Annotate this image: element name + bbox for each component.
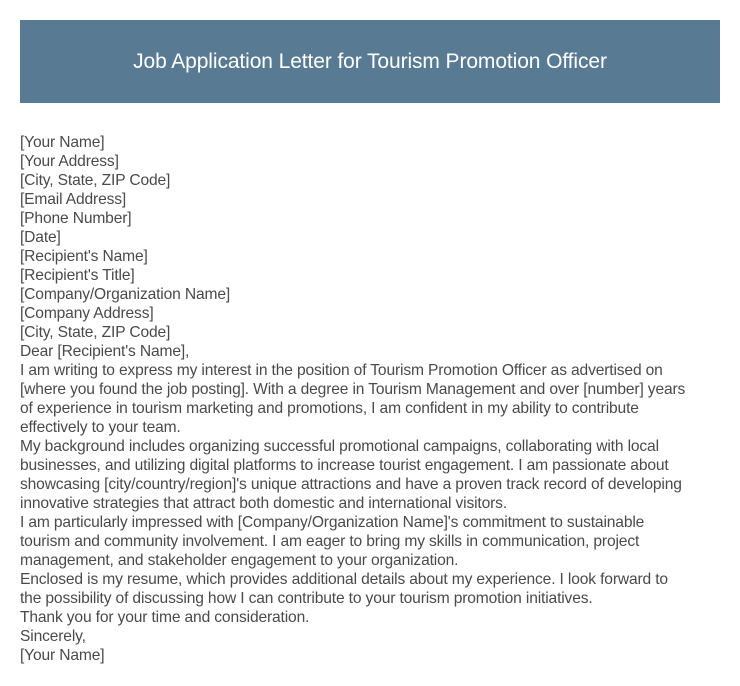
paragraph-line: tourism and community involvement. I am eager to bring my skills in communication, project	[20, 533, 640, 550]
recipient-block	[20, 247, 725, 342]
paragraph-line: innovative strategies that attract both domestic and international visitors.	[20, 495, 507, 512]
paragraph-line: Enclosed is my resume, which provides additional details about my experience. I look forward to	[20, 571, 668, 588]
paragraph-thanks	[20, 608, 725, 627]
recipient-company-address: [Company Address]	[20, 305, 154, 322]
paragraph-line: I am writing to express my interest in the position of Tourism Promotion Officer as advertised on	[20, 362, 663, 379]
paragraph-line: the possibility of discussing how I can contribute to your tourism promotion initiatives.	[20, 590, 593, 607]
paragraph-line: of experience in tourism marketing and promotions, I am confident in my ability to contribute	[20, 400, 639, 417]
sender-email: [Email Address]	[20, 191, 127, 208]
paragraph-company-interest	[20, 513, 725, 570]
letter-body	[20, 133, 725, 665]
paragraph-interest	[20, 361, 725, 437]
sender-address: [Your Address]	[20, 153, 119, 170]
letter-date: [Date]	[20, 229, 61, 246]
paragraph-line: My background includes organizing successful promotional campaigns, collaborating with local	[20, 438, 659, 455]
recipient-company: [Company/Organization Name]	[20, 286, 231, 303]
paragraph-line: effectively to your team.	[20, 419, 181, 436]
recipient-city-state-zip: [City, State, ZIP Code]	[20, 324, 171, 341]
paragraph-enclosure	[20, 570, 725, 608]
sender-block	[20, 133, 725, 247]
paragraph-line: Thank you for your time and consideration.	[20, 609, 310, 626]
sender-name: [Your Name]	[20, 134, 105, 151]
salutation: Dear [Recipient's Name],	[20, 343, 190, 360]
page-title: Job Application Letter for Tourism Promotion Officer	[133, 49, 607, 73]
sender-city-state-zip: [City, State, ZIP Code]	[20, 172, 171, 189]
paragraph-line: management, and stakeholder engagement to your organization.	[20, 552, 459, 569]
header-banner	[20, 20, 720, 103]
recipient-name: [Recipient's Name]	[20, 248, 148, 265]
signature: [Your Name]	[20, 647, 105, 664]
closing: Sincerely,	[20, 628, 86, 645]
paragraph-line: [where you found the job posting]. With a degree in Tourism Management and over [number] years	[20, 381, 686, 398]
sender-phone: [Phone Number]	[20, 210, 132, 227]
paragraph-line: I am particularly impressed with [Company/Organization Name]'s commitment to sustainable	[20, 514, 645, 531]
recipient-title: [Recipient's Title]	[20, 267, 135, 284]
paragraph-line: businesses, and utilizing digital platforms to increase tourist engagement. I am passionate about	[20, 457, 669, 474]
paragraph-line: showcasing [city/country/region]'s unique attractions and have a proven track record of developing	[20, 476, 682, 493]
paragraph-background	[20, 437, 725, 513]
